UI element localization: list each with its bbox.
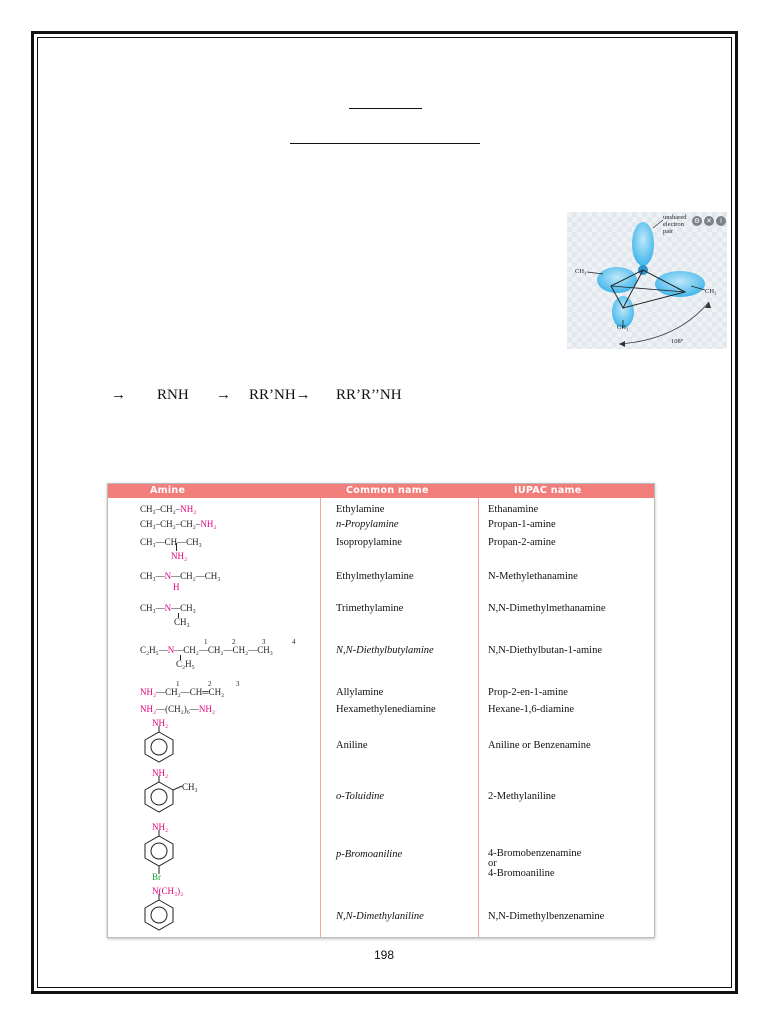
formula-diethylbutylamine: 1 2 3 4 C₂H₅—N—CH₂—CH₂—CH₂—CH₃ C₂H₅: [140, 638, 296, 669]
unshared-pair-label: unshared electron pair: [663, 214, 687, 235]
iupac-name-8: Hexane-1,6-diamine: [488, 704, 575, 715]
iupac-name-5: N,N-Dimethylmethanamine: [488, 603, 606, 614]
iupac-name-6: N,N-Diethylbutan-1-amine: [488, 645, 603, 656]
formula-ethylmethylamine: CH₃—N—CH₂—CH₃ H: [140, 571, 221, 592]
common-name-5: Trimethylamine: [336, 603, 404, 614]
common-name-7: Allylamine: [336, 687, 384, 698]
formula-trimethylamine: CH₃—N—CH₃ CH₃: [140, 603, 196, 627]
table-header: [108, 484, 654, 498]
angle-label: 108°: [671, 338, 684, 345]
benzene-ring-icon: [142, 776, 190, 816]
reaction-step-primary: RNH: [157, 387, 189, 403]
iupac-name-1: Ethanamine: [488, 504, 539, 515]
common-name-10: o-Toluidine: [336, 791, 385, 802]
iupac-name-7: Prop-2-en-1-amine: [488, 687, 568, 698]
header-common-name: Common name: [346, 485, 429, 496]
common-name-6: N,N-Diethylbutylamine: [336, 645, 434, 656]
formula-aniline: NH₂: [138, 718, 198, 762]
ch3-bottom-label: CH₃: [617, 324, 629, 331]
benzene-ring-icon: [142, 830, 182, 876]
common-name-9: Aniline: [336, 740, 368, 751]
reaction-step-secondary: RR’NH→: [249, 387, 311, 403]
info-icon[interactable]: i: [716, 216, 726, 226]
common-name-11: p-Bromoaniline: [336, 849, 403, 860]
formula-o-toluidine: NH₂ CH₃: [138, 768, 218, 812]
common-name-8: Hexamethylenediamine: [336, 704, 436, 715]
iupac-name-12: N,N-Dimethylbenzenamine: [488, 911, 605, 922]
reaction-step-tertiary: RR’R’’NH: [336, 387, 402, 403]
close-icon[interactable]: ✕: [704, 216, 714, 226]
formula-propylamine: CH₃–CH₂–CH₂–NH₂: [140, 519, 217, 529]
header-amine: Amine: [150, 485, 186, 496]
formula-isopropylamine: CH₃—CH—CH₃ NH₂: [140, 537, 202, 561]
iupac-name-10: 2-Methylaniline: [488, 791, 556, 802]
formula-hexamethylenediamine: NH₂—(CH₂)₆—NH₂: [140, 704, 216, 714]
header-iupac-name: IUPAC name: [514, 485, 582, 496]
reaction-arrow-2: →: [216, 387, 231, 403]
iupac-name-4: N-Methylethanamine: [488, 571, 578, 582]
iupac-name-11: 4-Bromobenzenamine or 4-Bromoaniline: [488, 848, 582, 879]
column-divider-1: [320, 498, 321, 937]
title-underline-short: [349, 108, 422, 109]
common-name-3: Isopropylamine: [336, 537, 402, 548]
iupac-name-3: Propan-2-amine: [488, 537, 556, 548]
formula-ethylamine: CH₃–CH₂–NH₂: [140, 504, 197, 514]
page-number: 198: [373, 948, 395, 962]
common-name-4: Ethylmethylamine: [336, 571, 414, 582]
iupac-name-2: Propan-1-amine: [488, 519, 556, 530]
title-underline-long: [290, 143, 480, 144]
reaction-arrow-1: →: [111, 387, 126, 403]
ch3-left-label: CH₃: [575, 268, 587, 275]
benzene-ring-icon: [142, 726, 182, 766]
formula-p-bromoaniline: NH₂ Br: [138, 822, 198, 882]
common-name-2: n-Propylamine: [336, 519, 399, 530]
formula-dimethylaniline: N(CH₃)₂: [138, 886, 208, 932]
amine-nomenclature-table: [107, 483, 655, 938]
ch3-right-label: CH₃: [705, 288, 717, 295]
amine-structure-figure: [567, 212, 727, 349]
formula-allylamine: 1 2 3 NH₂—CH₂—CH═CH₂: [140, 680, 240, 697]
pyramidal-amine-diagram: [567, 212, 727, 349]
benzene-ring-icon: [142, 894, 182, 934]
common-name-1: Ethylamine: [336, 504, 385, 515]
gear-icon[interactable]: ⚙: [693, 217, 701, 225]
amine-reaction-sequence: [0, 387, 402, 489]
common-name-12: N,N-Dimethylaniline: [336, 911, 424, 922]
iupac-name-9: Aniline or Benzenamine: [488, 740, 591, 751]
column-divider-2: [478, 498, 479, 937]
